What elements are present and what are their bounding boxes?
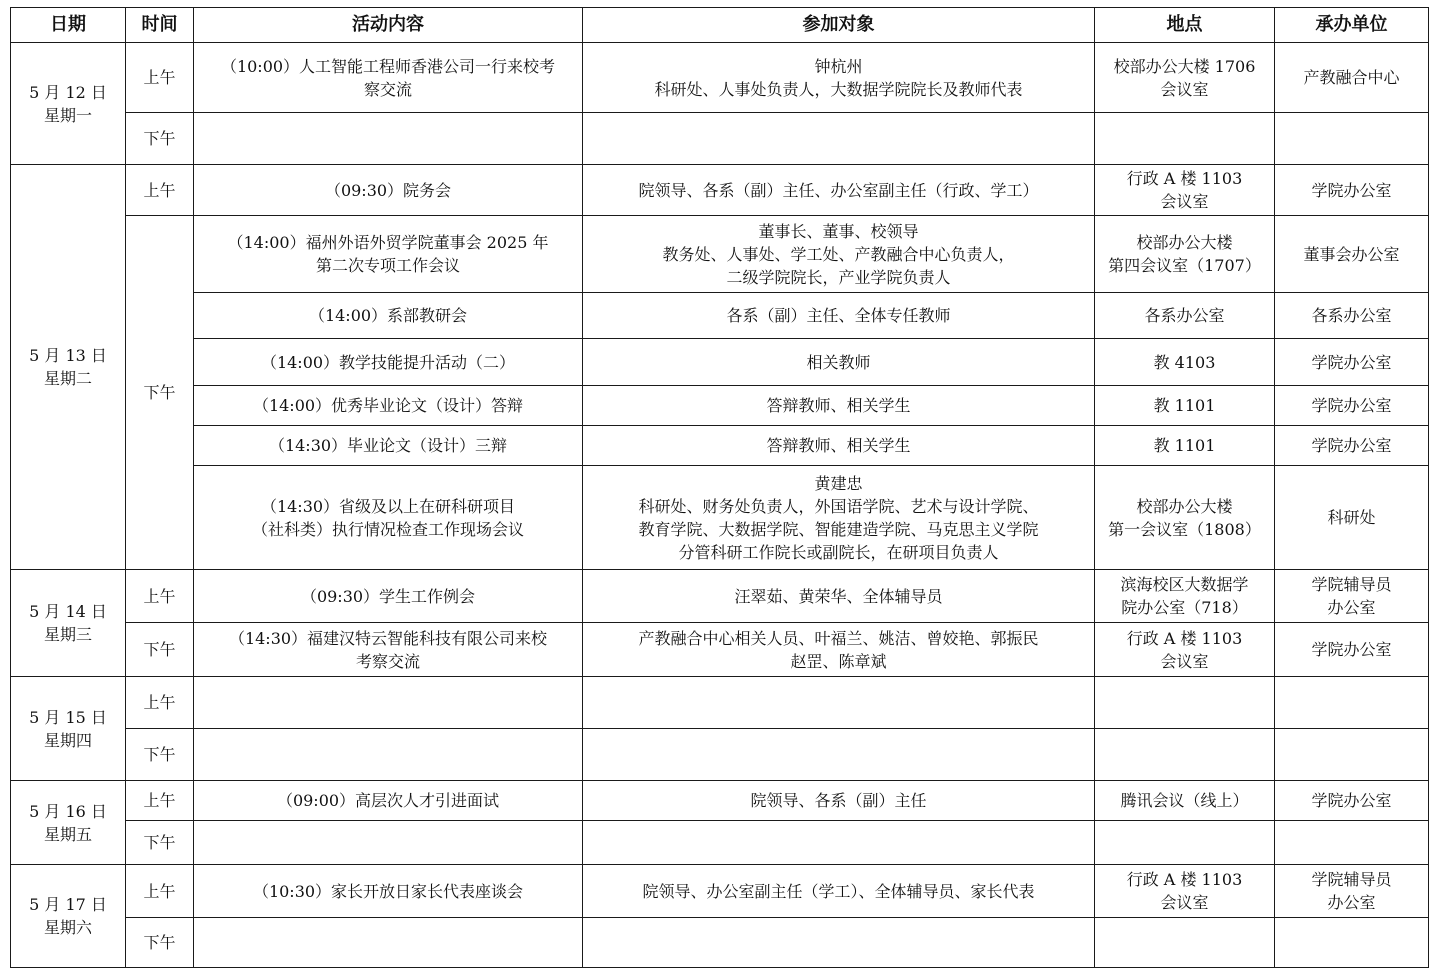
table-row — [11, 570, 1429, 623]
location-cell: 各系办公室 — [1095, 293, 1275, 339]
organizer-cell — [1275, 113, 1429, 165]
activity-cell: （10:00）人工智能工程师香港公司一行来校考 察交流 — [194, 43, 583, 113]
organizer-cell: 学院办公室 — [1275, 165, 1429, 216]
time-cell: 上午 — [126, 570, 194, 623]
table-row — [11, 293, 1429, 339]
table-row — [11, 821, 1429, 865]
location-cell — [1095, 729, 1275, 781]
participants-cell: 院领导、办公室副主任（学工）、全体辅导员、家长代表 — [583, 865, 1095, 918]
participants-cell: 汪翠茹、黄荣华、全体辅导员 — [583, 570, 1095, 623]
location-cell: 腾讯会议（线上） — [1095, 781, 1275, 821]
table-row — [11, 677, 1429, 729]
time-cell: 下午 — [126, 821, 194, 865]
participants-cell — [583, 918, 1095, 968]
location-cell: 行政 A 楼 1103 会议室 — [1095, 165, 1275, 216]
organizer-cell: 学院辅导员 办公室 — [1275, 865, 1429, 918]
header-participants: 参加对象 — [583, 8, 1095, 43]
date-cell: 5 月 17 日 星期六 — [11, 865, 126, 968]
organizer-cell: 学院辅导员 办公室 — [1275, 570, 1429, 623]
time-cell: 下午 — [126, 918, 194, 968]
date-cell: 5 月 12 日 星期一 — [11, 43, 126, 165]
location-cell: 教 1101 — [1095, 426, 1275, 466]
organizer-cell: 科研处 — [1275, 466, 1429, 570]
date-cell: 5 月 14 日 星期三 — [11, 570, 126, 677]
location-cell: 教 4103 — [1095, 339, 1275, 386]
participants-cell — [583, 729, 1095, 781]
header-time: 时间 — [126, 8, 194, 43]
table-row — [11, 865, 1429, 918]
time-cell: 上午 — [126, 677, 194, 729]
activity-cell — [194, 918, 583, 968]
participants-cell: 黄建忠 科研处、财务处负责人，外国语学院、艺术与设计学院、 教育学院、大数据学院、智能建造学院、马克思主义学院 分管科研工作院长或副院长，在研项目负责人 — [583, 466, 1095, 570]
header-location: 地点 — [1095, 8, 1275, 43]
organizer-cell: 学院办公室 — [1275, 781, 1429, 821]
participants-cell: 院领导、各系（副）主任 — [583, 781, 1095, 821]
location-cell — [1095, 677, 1275, 729]
location-cell: 校部办公大楼 第一会议室（1808） — [1095, 466, 1275, 570]
activity-cell: （14:30）省级及以上在研科研项目 （社科类）执行情况检查工作现场会议 — [194, 466, 583, 570]
table-row — [11, 386, 1429, 426]
table-row — [11, 43, 1429, 113]
activity-cell: （14:00）优秀毕业论文（设计）答辩 — [194, 386, 583, 426]
participants-cell: 相关教师 — [583, 339, 1095, 386]
location-cell: 行政 A 楼 1103 会议室 — [1095, 623, 1275, 677]
time-cell: 下午 — [126, 623, 194, 677]
table-row — [11, 113, 1429, 165]
activity-cell: （14:00）福州外语外贸学院董事会 2025 年 第二次专项工作会议 — [194, 216, 583, 293]
date-cell: 5 月 15 日 星期四 — [11, 677, 126, 781]
location-cell: 校部办公大楼 第四会议室（1707） — [1095, 216, 1275, 293]
location-cell: 教 1101 — [1095, 386, 1275, 426]
organizer-cell — [1275, 918, 1429, 968]
table-row — [11, 339, 1429, 386]
time-cell: 上午 — [126, 865, 194, 918]
organizer-cell: 学院办公室 — [1275, 426, 1429, 466]
table-row — [11, 918, 1429, 968]
participants-cell: 董事长、董事、校领导 教务处、人事处、学工处、产教融合中心负责人， 二级学院院长，产业学院负责人 — [583, 216, 1095, 293]
participants-cell: 答辩教师、相关学生 — [583, 386, 1095, 426]
activity-cell: （09:30）院务会 — [194, 165, 583, 216]
time-cell: 下午 — [126, 113, 194, 165]
time-cell: 上午 — [126, 781, 194, 821]
table-row — [11, 216, 1429, 293]
location-cell — [1095, 113, 1275, 165]
participants-cell — [583, 113, 1095, 165]
location-cell: 校部办公大楼 1706 会议室 — [1095, 43, 1275, 113]
time-cell: 上午 — [126, 165, 194, 216]
time-cell: 下午 — [126, 216, 194, 570]
activity-cell: （09:00）高层次人才引进面试 — [194, 781, 583, 821]
participants-cell: 院领导、各系（副）主任、办公室副主任（行政、学工） — [583, 165, 1095, 216]
activity-cell: （14:00）教学技能提升活动（二） — [194, 339, 583, 386]
participants-cell — [583, 677, 1095, 729]
date-cell: 5 月 13 日 星期二 — [11, 165, 126, 570]
time-cell: 上午 — [126, 43, 194, 113]
organizer-cell — [1275, 729, 1429, 781]
activity-cell: （14:00）系部教研会 — [194, 293, 583, 339]
organizer-cell — [1275, 677, 1429, 729]
location-cell — [1095, 821, 1275, 865]
table-row — [11, 781, 1429, 821]
location-cell: 行政 A 楼 1103 会议室 — [1095, 865, 1275, 918]
activity-cell: （14:30）福建汉特云智能科技有限公司来校 考察交流 — [194, 623, 583, 677]
participants-cell: 钟杭州 科研处、人事处负责人，大数据学院院长及教师代表 — [583, 43, 1095, 113]
schedule-table — [10, 7, 1429, 968]
header-organizer: 承办单位 — [1275, 8, 1429, 43]
header-date: 日期 — [11, 8, 126, 43]
organizer-cell: 学院办公室 — [1275, 339, 1429, 386]
organizer-cell: 学院办公室 — [1275, 386, 1429, 426]
participants-cell: 各系（副）主任、全体专任教师 — [583, 293, 1095, 339]
location-cell: 滨海校区大数据学 院办公室（718） — [1095, 570, 1275, 623]
organizer-cell: 产教融合中心 — [1275, 43, 1429, 113]
organizer-cell — [1275, 821, 1429, 865]
header-activity: 活动内容 — [194, 8, 583, 43]
time-cell: 下午 — [126, 729, 194, 781]
activity-cell — [194, 677, 583, 729]
organizer-cell: 各系办公室 — [1275, 293, 1429, 339]
table-row — [11, 165, 1429, 216]
table-header-row — [11, 8, 1429, 43]
organizer-cell: 董事会办公室 — [1275, 216, 1429, 293]
activity-cell — [194, 821, 583, 865]
table-row — [11, 729, 1429, 781]
table-row — [11, 466, 1429, 570]
activity-cell — [194, 729, 583, 781]
activity-cell: （10:30）家长开放日家长代表座谈会 — [194, 865, 583, 918]
table-row — [11, 426, 1429, 466]
activity-cell: （09:30）学生工作例会 — [194, 570, 583, 623]
participants-cell: 答辩教师、相关学生 — [583, 426, 1095, 466]
organizer-cell: 学院办公室 — [1275, 623, 1429, 677]
table-row — [11, 623, 1429, 677]
activity-cell — [194, 113, 583, 165]
location-cell — [1095, 918, 1275, 968]
participants-cell: 产教融合中心相关人员、叶福兰、姚洁、曾姣艳、郭振民 赵罡、陈章斌 — [583, 623, 1095, 677]
date-cell: 5 月 16 日 星期五 — [11, 781, 126, 865]
participants-cell — [583, 821, 1095, 865]
activity-cell: （14:30）毕业论文（设计）三辩 — [194, 426, 583, 466]
